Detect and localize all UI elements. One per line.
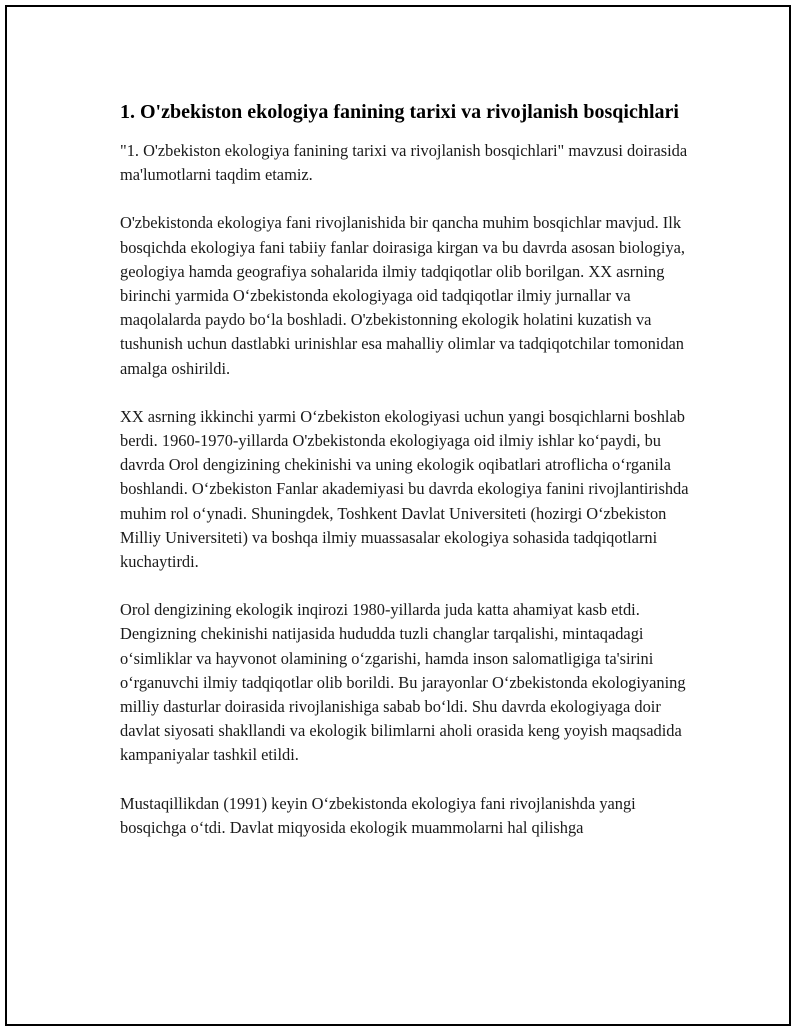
intro-paragraph: "1. O'zbekiston ekologiya fanining tarixi va rivojlanish bosqichlari" mavzusi doirasida ma'lumotlarni taqdim etamiz. (120, 141, 688, 185)
page-frame (5, 5, 791, 1026)
body-paragraph: Mustaqillikdan (1991) keyin O‘zbekistonda ekologiya fani rivojlanishda yangi bosqichga o‘tdi. Davlat miqyosida ekologik muammolarni hal qilishga (120, 793, 636, 837)
body-paragraph: Orol dengizining ekologik inqirozi 1980-yillarda juda katta ahamiyat kasb etdi. Dengizning chekinishi natijasida hududda tuzli changlar tarqalishi, mintaqadagi o‘simliklar va hayvonot olamining o‘zgarishi, hamda inson salomatligiga ta'sirini o‘rganuvchi ilmiy tadqiqotlar olib borildi. Bu jarayonlar O‘zbekistonda ekologiyaning milliy dasturlar doirasida rivojlanishiga sabab bo‘ldi. Shu davrda ekologiyaga doir davlat siyosati shakllandi va ekologik bilimlarni aholi orasida keng yoyish maqsadida kampaniyalar tashkil etildi. (120, 600, 686, 765)
document-title: 1. O'zbekiston ekologiya fanining tarixi va rivojlanish bosqichlari (120, 101, 679, 123)
body-paragraph: O'zbekistonda ekologiya fani rivojlanishida bir qancha muhim bosqichlar mavjud. Ilk bosqichda ekologiya fani tabiiy fanlar doirasiga kirgan va bu davrda asosan biologiya, geologiya hamda geografiya sohalarida ilmiy tadqiqotlar olib borilgan. XX asrning birinchi yarmida O‘zbekistonda ekologiyaga oid tadqiqotlar ilmiy jurnallar va maqolalarda paydo bo‘la boshladi. O'zbekistonning ekologik holatini kuzatish va tushunish uchun dastlabki urinishlar esa mahalliy olimlar va tadqiqotchilar tomonidan amalga oshirildi. (120, 213, 686, 378)
document-body (120, 98, 700, 864)
body-paragraph: XX asrning ikkinchi yarmi O‘zbekiston ekologiyasi uchun yangi bosqichlarni boshlab berdi. 1960-1970-yillarda O'zbekistonda ekologiyaga oid ilmiy ishlar ko‘paydi, bu davrda Orol dengizining chekinishi va uning ekologik oqibatlari atroflicha o‘rganila boshlandi. O‘zbekiston Fanlar akademiyasi bu davrda ekologiya fanini rivojlantirishda muhim rol o‘ynadi. Shuningdek, Toshkent Davlat Universiteti (hozirgi O‘zbekiston Milliy Universiteti) va boshqa ilmiy muassasalar ekologiya sohasida tadqiqotlarni kuchaytirdi. (120, 406, 689, 572)
